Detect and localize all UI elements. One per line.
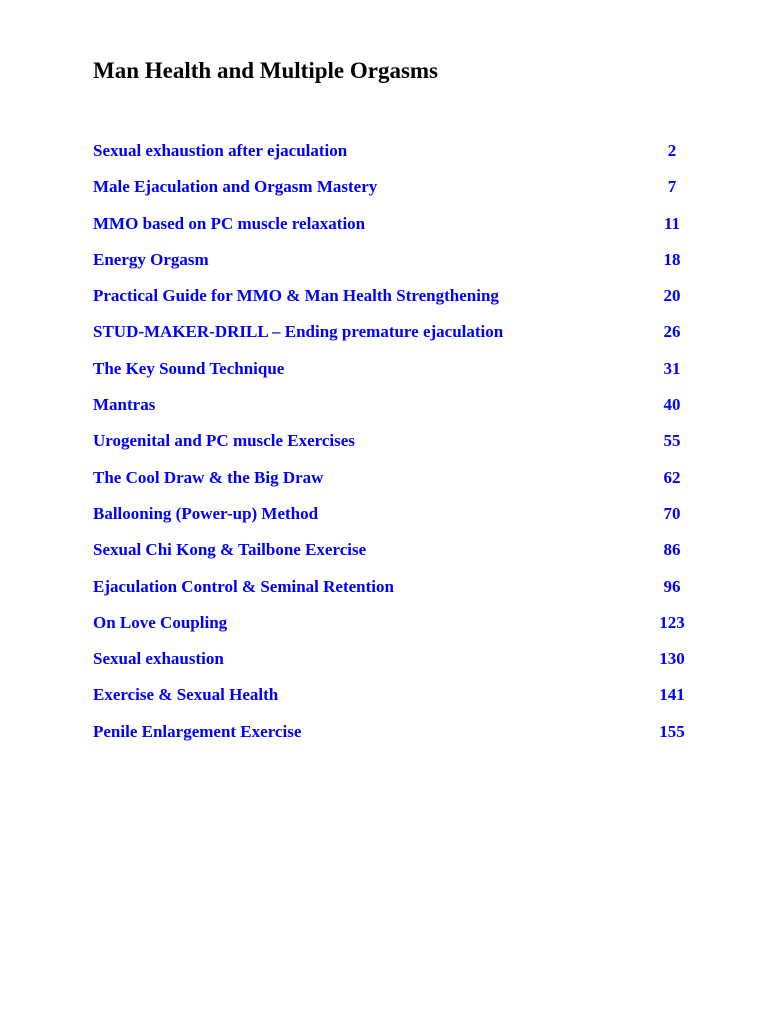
table-of-contents — [93, 139, 693, 756]
toc-page-number[interactable]: 31 — [663, 358, 681, 378]
toc-link[interactable]: Practical Guide for MMO & Man Health Strengthening — [93, 286, 499, 306]
toc-entry — [93, 248, 693, 284]
toc-link[interactable]: Ballooning (Power-up) Method — [93, 503, 319, 523]
toc-page-number[interactable]: 20 — [663, 286, 681, 306]
toc-entry — [93, 502, 693, 538]
toc-entry — [93, 139, 693, 175]
toc-link[interactable]: MMO based on PC muscle relaxation — [93, 213, 366, 233]
toc-page-number[interactable]: 62 — [663, 467, 681, 487]
toc-entry — [93, 720, 693, 756]
page-title: Man Health and Multiple Orgasms — [93, 58, 439, 83]
toc-page-number[interactable]: 40 — [663, 395, 681, 415]
toc-link[interactable]: The Key Sound Technique — [93, 358, 285, 378]
toc-link[interactable]: Exercise & Sexual Health — [93, 685, 279, 705]
toc-entry — [93, 611, 693, 647]
toc-entry — [93, 575, 693, 611]
toc-page-number[interactable]: 18 — [663, 249, 681, 269]
toc-entry — [93, 538, 693, 574]
toc-page-number[interactable]: 130 — [659, 649, 685, 669]
toc-link[interactable]: Sexual exhaustion after ejaculation — [93, 141, 348, 160]
toc-page-number[interactable]: 26 — [663, 322, 681, 342]
toc-entry — [93, 647, 693, 683]
toc-entry — [93, 393, 693, 429]
toc-entry — [93, 320, 693, 356]
toc-page-number[interactable]: 7 — [667, 177, 677, 197]
toc-link[interactable]: Energy Orgasm — [93, 249, 209, 269]
toc-page-number[interactable]: 96 — [663, 576, 681, 596]
toc-link[interactable]: Urogenital and PC muscle Exercises — [93, 431, 355, 451]
toc-entry — [93, 212, 693, 248]
toc-entry — [93, 683, 693, 719]
toc-link[interactable]: Mantras — [93, 395, 156, 415]
toc-link[interactable]: Sexual Chi Kong & Tailbone Exercise — [93, 540, 367, 560]
toc-page-number[interactable]: 141 — [659, 685, 685, 705]
toc-page-number[interactable]: 155 — [659, 721, 685, 741]
toc-entry — [93, 357, 693, 393]
toc-link[interactable]: On Love Coupling — [93, 612, 228, 632]
toc-page-number[interactable]: 86 — [663, 540, 681, 560]
toc-page-number[interactable]: 2 — [667, 141, 677, 160]
toc-entry — [93, 466, 693, 502]
toc-link[interactable]: Sexual exhaustion — [93, 649, 224, 669]
toc-entry — [93, 284, 693, 320]
toc-link[interactable]: The Cool Draw & the Big Draw — [93, 467, 324, 487]
toc-link[interactable]: STUD-MAKER-DRILL – Ending premature ejaculation — [93, 322, 504, 342]
toc-entry — [93, 429, 693, 465]
toc-link[interactable]: Male Ejaculation and Orgasm Mastery — [93, 177, 378, 197]
toc-entry — [93, 175, 693, 211]
toc-page-number[interactable]: 70 — [663, 503, 681, 523]
toc-link[interactable]: Ejaculation Control & Seminal Retention — [93, 576, 394, 596]
toc-link[interactable]: Penile Enlargement Exercise — [93, 721, 302, 741]
toc-page-number[interactable]: 123 — [659, 612, 685, 632]
toc-page-number[interactable]: 55 — [663, 431, 681, 451]
toc-page-number[interactable]: 11 — [663, 213, 681, 233]
